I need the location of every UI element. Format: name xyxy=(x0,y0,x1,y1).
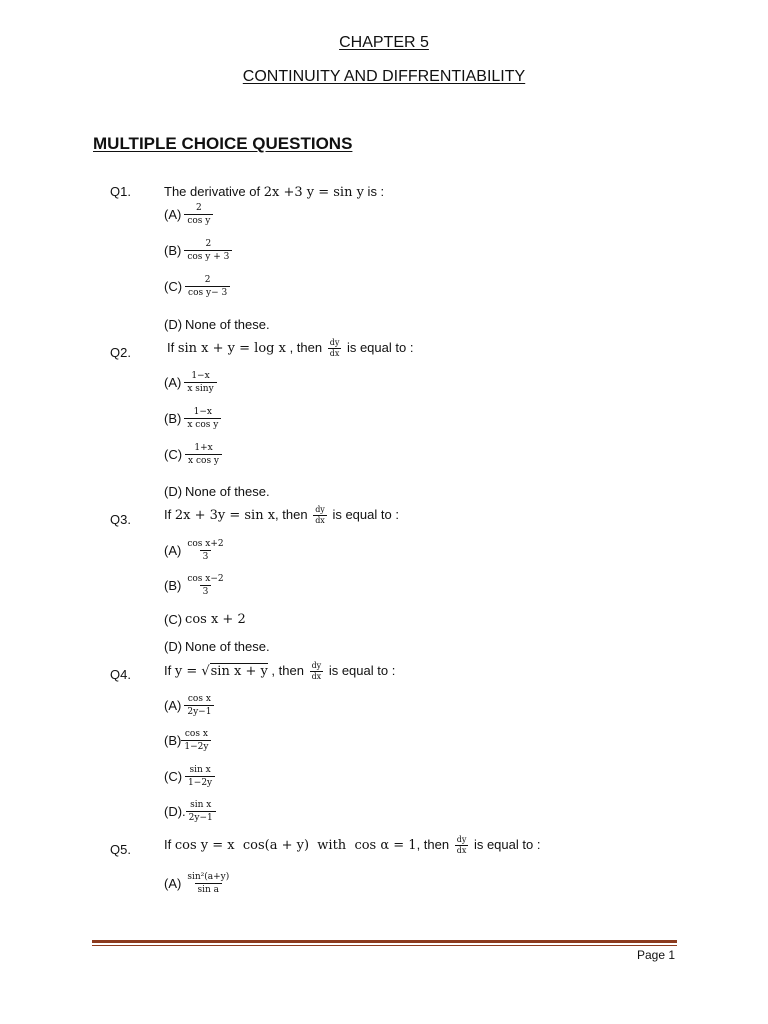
question-number: Q3. xyxy=(110,512,131,527)
question-number: Q4. xyxy=(110,667,131,682)
option-c: (C) $\frac{1+x}{\text{x cos y}}$ xyxy=(164,442,222,467)
option-a: (A) $\frac{\text{cos x}}{2y-1}$ xyxy=(164,693,214,718)
option-b: (B) $\frac{\text{cos x}}{1-2y}$ xyxy=(164,728,211,753)
question-number: Q1. xyxy=(110,184,131,199)
option-d: (D). $\frac{\text{sin x}}{2y-1}$ xyxy=(164,799,216,824)
page-number: Page 1 xyxy=(637,948,676,962)
option-b: (B) $\frac{2}{\text{cos y + 3}}$ xyxy=(164,238,232,263)
question-text: If y = √sin x + y , then $\frac{dy}{dx}$ is equal to : xyxy=(164,661,396,681)
option-b: (B) $\frac{1-x}{\text{x cos y}}$ xyxy=(164,406,221,431)
question-text: The derivative of 2x +3 y = sin y is : xyxy=(164,184,385,200)
chapter-title: CONTINUITY AND DIFFRENTIABILITY xyxy=(242,68,526,85)
option-a: (A) $\frac{\text{cos x+2}}{3}$ xyxy=(164,539,224,562)
option-a: (A) $\frac{1-x}{\text{x siny}}$ xyxy=(164,370,217,395)
option-c: (C) $\frac{\text{sin x}}{1-2y}$ xyxy=(164,764,215,789)
option-d: (D) None of these. xyxy=(164,639,270,654)
question-text: If cos y = x cos(a + y) with cos α = 1, then $\frac{dy}{dx}$ is equal to : xyxy=(164,835,541,855)
option-d: (D) None of these. xyxy=(164,484,270,499)
question-number: Q2. xyxy=(110,345,131,360)
footer-rule xyxy=(92,940,677,943)
option-b: (B) $\frac{\text{cos x−2}}{3}$ xyxy=(164,574,224,597)
option-a: (A) $\frac{\text{sin²(a+y)}}{\text{sin a}}$ xyxy=(164,872,230,895)
section-title: MULTIPLE CHOICE QUESTIONS xyxy=(93,134,353,153)
option-d: (D) None of these. xyxy=(164,317,270,332)
option-c: (C) cos x + 2 xyxy=(164,612,246,627)
question-text: If sin x + y = log x , then $\frac{dy}{dx}$ is equal to : xyxy=(167,338,414,358)
chapter-heading: CHAPTER 5 xyxy=(339,34,429,51)
option-c: (C) $\frac{2}{\text{cos y− 3}}$ xyxy=(164,274,230,299)
question-number: Q5. xyxy=(110,842,131,857)
option-a: (A) $\frac{2}{\text{cos y}}$ xyxy=(164,202,213,227)
footer-rule-thin xyxy=(92,945,677,946)
question-text: If 2x + 3y = sin x, then $\frac{dy}{dx}$ is equal to : xyxy=(164,505,399,525)
